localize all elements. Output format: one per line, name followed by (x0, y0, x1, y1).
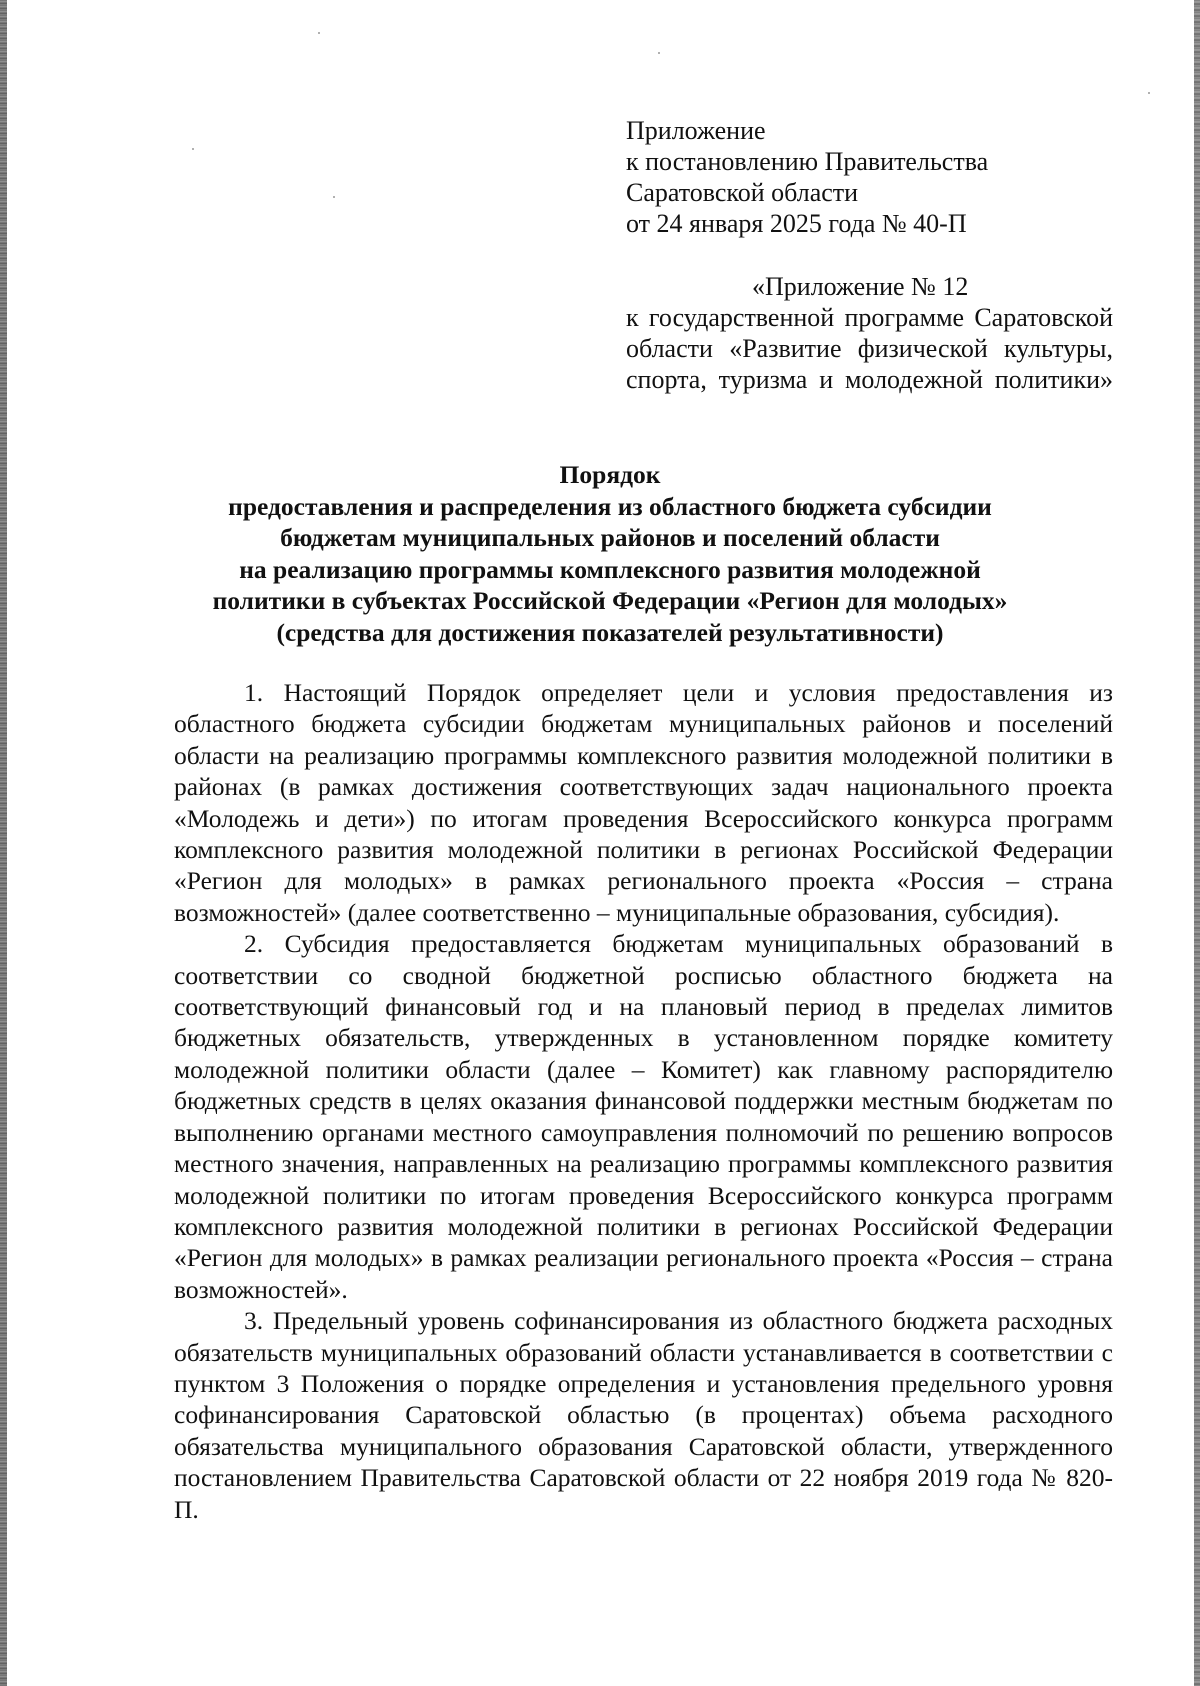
program-attachment-line: к государственной программе Саратовской (626, 303, 1113, 332)
program-attachment-line: спорта, туризма и молодежной политики» (626, 365, 1113, 394)
scan-speck (1148, 92, 1150, 94)
scan-speck (192, 148, 194, 150)
document-body (174, 677, 1113, 1525)
scan-edge-right (1194, 0, 1200, 1686)
program-attachment-line: области «Развитие физической культуры, (626, 334, 1113, 363)
title-line: бюджетам муниципальных районов и поселений области (280, 523, 940, 552)
title-line: на реализацию программы комплексного развития молодежной (239, 554, 981, 584)
title-heading: Порядок (559, 460, 661, 489)
title-line: (средства для достижения показателей результативности) (276, 617, 944, 647)
attachment-line: Приложение (626, 116, 766, 145)
scan-speck (333, 196, 335, 198)
attachment-line: от 24 января 2025 года № 40-П (626, 209, 967, 238)
attachment-line: Саратовской области (626, 178, 859, 207)
paragraph-2: 2. Субсидия предоставляется бюджетам муниципальных образований в соответствии со сводной бюджетной росписью областного бюджета на соответствующий финансовый год и на плановый период в пределах лимитов бюджетных обязательств, утвержденных в установленном порядке комитету молодежной политики области (далее – Комитет) как главному распорядителю бюджетных средств в целях оказания финансовой поддержки местным бюджетам по выполнению органами местного самоуправления полномочий по решению вопросов местного значения, направленных на реализацию программы комплексного развития молодежной политики по итогам проведения Всероссийского конкурса программ комплексного развития молодежной политики в регионах Российской Федерации «Регион для молодых» в рамках реализации регионального проекта «Россия – страна возможностей». (174, 929, 1113, 1304)
title-line: предоставления и распределения из областного бюджета субсидии (228, 491, 992, 521)
attachment-line: к постановлению Правительства (626, 147, 989, 176)
program-attachment-heading: «Приложение № 12 (752, 272, 969, 301)
paragraph-1: 1. Настоящий Порядок определяет цели и условия предоставления из областного бюджета субсидии бюджетам муниципальных районов и поселений области на реализацию программы комплексного развития молодежной политики в районах (в рамках достижения соответствующих задач национального проекта «Молодежь и дети») по итогам проведения Всероссийского конкурса программ комплексного развития молодежной политики в регионах Российской Федерации «Регион для молодых» в рамках регионального проекта «Россия – страна возможностей» (далее соответственно – муниципальные образования, субсидия). (174, 678, 1113, 927)
attachment-block (626, 115, 988, 239)
document-title (110, 459, 1110, 648)
scan-speck (318, 32, 320, 34)
program-attachment-block (626, 271, 1113, 395)
scan-edge-left (0, 0, 7, 1686)
title-line: политики в субъектах Российской Федерации «Регион для молодых» (212, 586, 1008, 615)
paragraph-3: 3. Предельный уровень софинансирования из областного бюджета расходных обязательств муниципальных образований области устанавливается в соответствии с пунктом 3 Положения о порядке определения и установления предельного уровня софинансирования Саратовской областью (в процентах) объема расходного обязательства муниципального образования Саратовской области, утвержденного постановлением Правительства Саратовской области от 22 ноября 2019 года № 820-П. (174, 1306, 1113, 1524)
scan-speck (658, 52, 660, 54)
